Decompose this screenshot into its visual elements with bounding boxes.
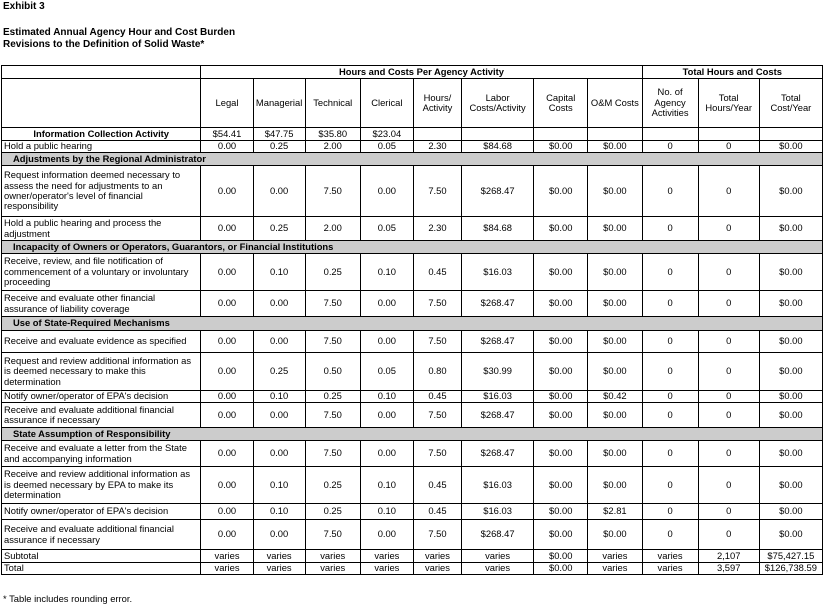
cell-legal: varies bbox=[201, 563, 253, 575]
col-header-total-hours: Total Hours/Year bbox=[698, 79, 759, 128]
activity-description: Receive, review, and file notification of commencement of a voluntary or involuntary proceeding bbox=[2, 254, 201, 291]
col-header-managerial: Managerial bbox=[253, 79, 305, 128]
rate-technical: $35.80 bbox=[305, 128, 360, 141]
cell-hours: 7.50 bbox=[413, 520, 461, 550]
cell-hours: varies bbox=[413, 563, 461, 575]
cell-total-hours: 0 bbox=[698, 166, 759, 217]
cell-clerical: 0.00 bbox=[360, 331, 413, 353]
cell-managerial: 0.00 bbox=[253, 166, 305, 217]
cell-om: $0.00 bbox=[588, 254, 642, 291]
cell-num: 0 bbox=[642, 504, 698, 520]
cell-hours: 7.50 bbox=[413, 331, 461, 353]
cell-hours: 7.50 bbox=[413, 291, 461, 317]
cell-hours: 0.45 bbox=[413, 254, 461, 291]
cell-capital: $0.00 bbox=[534, 166, 588, 217]
cell-clerical: 0.10 bbox=[360, 254, 413, 291]
activity-description: Receive and evaluate evidence as specified bbox=[2, 331, 201, 353]
cell-legal: 0.00 bbox=[201, 467, 253, 504]
cell-num: 0 bbox=[642, 141, 698, 153]
cell-labor: $268.47 bbox=[462, 520, 534, 550]
activity-description: Hold a public hearing and process the adjustment bbox=[2, 217, 201, 241]
cell-legal: 0.00 bbox=[201, 391, 253, 403]
cell-technical: 0.25 bbox=[305, 391, 360, 403]
cell-total-cost: $126,738.59 bbox=[759, 563, 822, 575]
cell-num: varies bbox=[642, 563, 698, 575]
cell-managerial: 0.25 bbox=[253, 141, 305, 153]
table-row bbox=[2, 353, 823, 391]
cell-hours: 2.30 bbox=[413, 217, 461, 241]
cell-legal: 0.00 bbox=[201, 353, 253, 391]
cell-clerical: 0.05 bbox=[360, 141, 413, 153]
cell-total-cost: $0.00 bbox=[759, 141, 822, 153]
activity-description: Request and review additional information as is deemed necessary to make this determination bbox=[2, 353, 201, 391]
activity-description: Request information deemed necessary to assess the need for adjustments to an owner/operator's level of financial responsibility bbox=[2, 166, 201, 217]
cell-legal: 0.00 bbox=[201, 441, 253, 467]
section-row bbox=[2, 241, 823, 254]
activity-description: Subtotal bbox=[2, 550, 201, 563]
cell-om: $0.00 bbox=[588, 166, 642, 217]
cell-om: $0.00 bbox=[588, 467, 642, 504]
cell-hours: 0.45 bbox=[413, 391, 461, 403]
cell-total-cost: $0.00 bbox=[759, 217, 822, 241]
activity-description: Notify owner/operator of EPA's decision bbox=[2, 391, 201, 403]
section-heading: Use of State-Required Mechanisms bbox=[2, 317, 823, 331]
cell-labor: $30.99 bbox=[462, 353, 534, 391]
cell-num: 0 bbox=[642, 467, 698, 504]
cell-total-hours: 0 bbox=[698, 403, 759, 428]
cell-hours: varies bbox=[413, 550, 461, 563]
cell-clerical: varies bbox=[360, 563, 413, 575]
cell-legal: 0.00 bbox=[201, 166, 253, 217]
cell-num: 0 bbox=[642, 217, 698, 241]
section-row bbox=[2, 153, 823, 166]
cell-managerial: 0.25 bbox=[253, 353, 305, 391]
table-row bbox=[2, 563, 823, 575]
cell-total-hours: 0 bbox=[698, 391, 759, 403]
cell-capital: $0.00 bbox=[534, 403, 588, 428]
table-row bbox=[2, 467, 823, 504]
cell-total-cost: $0.00 bbox=[759, 331, 822, 353]
cell-total-hours: 0 bbox=[698, 441, 759, 467]
cell-legal: 0.00 bbox=[201, 217, 253, 241]
cell-total-hours: 0 bbox=[698, 331, 759, 353]
activity-description: Receive and evaluate additional financial assurance if necessary bbox=[2, 520, 201, 550]
cell-om: $0.00 bbox=[588, 291, 642, 317]
section-heading: State Assumption of Responsibility bbox=[2, 428, 823, 441]
cell-managerial: 0.10 bbox=[253, 391, 305, 403]
table-row bbox=[2, 403, 823, 428]
cell-capital: $0.00 bbox=[534, 141, 588, 153]
cell-hours: 2.30 bbox=[413, 141, 461, 153]
cell-managerial: 0.10 bbox=[253, 467, 305, 504]
table-row bbox=[2, 331, 823, 353]
cell-total-hours: 0 bbox=[698, 467, 759, 504]
col-header-no-activities: No. of Agency Activities bbox=[642, 79, 698, 128]
cell-clerical: varies bbox=[360, 550, 413, 563]
col-header-legal: Legal bbox=[201, 79, 253, 128]
cell-technical: 2.00 bbox=[305, 217, 360, 241]
cell-capital: $0.00 bbox=[534, 254, 588, 291]
cell-total-cost: $0.00 bbox=[759, 291, 822, 317]
cell-clerical: 0.05 bbox=[360, 217, 413, 241]
cell-labor: $268.47 bbox=[462, 166, 534, 217]
activity-description: Total bbox=[2, 563, 201, 575]
cell-hours: 0.45 bbox=[413, 504, 461, 520]
cell-managerial: 0.00 bbox=[253, 441, 305, 467]
cell-clerical: 0.00 bbox=[360, 166, 413, 217]
cell-managerial: varies bbox=[253, 563, 305, 575]
table-row bbox=[2, 217, 823, 241]
cell-total-hours: 0 bbox=[698, 291, 759, 317]
cell-num: 0 bbox=[642, 331, 698, 353]
cell-hours: 7.50 bbox=[413, 166, 461, 217]
cell-total-hours: 3,597 bbox=[698, 563, 759, 575]
cell-num: 0 bbox=[642, 391, 698, 403]
table-row bbox=[2, 254, 823, 291]
cell-legal: 0.00 bbox=[201, 291, 253, 317]
cell-labor: $16.03 bbox=[462, 391, 534, 403]
cell-managerial: 0.00 bbox=[253, 331, 305, 353]
cell-total-hours: 0 bbox=[698, 141, 759, 153]
col-header-technical: Technical bbox=[305, 79, 360, 128]
cell-hours: 7.50 bbox=[413, 403, 461, 428]
cell-legal: 0.00 bbox=[201, 520, 253, 550]
cell-managerial: 0.00 bbox=[253, 403, 305, 428]
cell-capital: $0.00 bbox=[534, 504, 588, 520]
cell-managerial: 0.25 bbox=[253, 217, 305, 241]
table-row bbox=[2, 504, 823, 520]
cell-capital: $0.00 bbox=[534, 391, 588, 403]
column-header-row bbox=[2, 79, 823, 128]
cell-labor: $84.68 bbox=[462, 141, 534, 153]
cell-labor: $268.47 bbox=[462, 403, 534, 428]
cell-om: $0.00 bbox=[588, 141, 642, 153]
cell-clerical: 0.00 bbox=[360, 403, 413, 428]
cell-legal: 0.00 bbox=[201, 331, 253, 353]
cell-clerical: 0.00 bbox=[360, 441, 413, 467]
cell-legal: 0.00 bbox=[201, 254, 253, 291]
cell-om: $0.00 bbox=[588, 403, 642, 428]
cell-num: 0 bbox=[642, 291, 698, 317]
cell-om: $0.00 bbox=[588, 441, 642, 467]
cell-technical: 7.50 bbox=[305, 403, 360, 428]
cell-legal: varies bbox=[201, 550, 253, 563]
exhibit-label: Exhibit 3 bbox=[3, 1, 45, 12]
table-row bbox=[2, 550, 823, 563]
cell-technical: varies bbox=[305, 550, 360, 563]
cell-managerial: 0.00 bbox=[253, 520, 305, 550]
cell-num: 0 bbox=[642, 403, 698, 428]
cell-total-cost: $75,427.15 bbox=[759, 550, 822, 563]
cell-capital: $0.00 bbox=[534, 550, 588, 563]
table-row bbox=[2, 291, 823, 317]
cell-clerical: 0.00 bbox=[360, 520, 413, 550]
cell-total-cost: $0.00 bbox=[759, 254, 822, 291]
rate-clerical: $23.04 bbox=[360, 128, 413, 141]
cell-clerical: 0.00 bbox=[360, 291, 413, 317]
cell-technical: 0.25 bbox=[305, 467, 360, 504]
cell-technical: 0.50 bbox=[305, 353, 360, 391]
cell-total-cost: $0.00 bbox=[759, 504, 822, 520]
cell-labor: varies bbox=[462, 550, 534, 563]
activity-description: Receive and evaluate a letter from the State and accompanying information bbox=[2, 441, 201, 467]
cell-legal: 0.00 bbox=[201, 141, 253, 153]
activity-description: Notify owner/operator of EPA's decision bbox=[2, 504, 201, 520]
cell-hours: 0.45 bbox=[413, 467, 461, 504]
cell-om: $0.00 bbox=[588, 331, 642, 353]
group-header-totals: Total Hours and Costs bbox=[642, 66, 823, 79]
cell-om: $0.00 bbox=[588, 353, 642, 391]
cell-total-cost: $0.00 bbox=[759, 441, 822, 467]
cell-total-cost: $0.00 bbox=[759, 391, 822, 403]
cell-labor: varies bbox=[462, 563, 534, 575]
cell-technical: varies bbox=[305, 563, 360, 575]
cell-technical: 0.25 bbox=[305, 504, 360, 520]
cell-labor: $268.47 bbox=[462, 331, 534, 353]
cell-om: varies bbox=[588, 563, 642, 575]
cell-clerical: 0.10 bbox=[360, 504, 413, 520]
cell-total-hours: 0 bbox=[698, 353, 759, 391]
cell-clerical: 0.05 bbox=[360, 353, 413, 391]
cell-legal: 0.00 bbox=[201, 403, 253, 428]
cell-labor: $268.47 bbox=[462, 291, 534, 317]
cell-total-cost: $0.00 bbox=[759, 353, 822, 391]
table-row bbox=[2, 141, 823, 153]
cell-num: 0 bbox=[642, 166, 698, 217]
cell-capital: $0.00 bbox=[534, 331, 588, 353]
activity-description: Receive and evaluate other financial assurance of liability coverage bbox=[2, 291, 201, 317]
rate-managerial: $47.75 bbox=[253, 128, 305, 141]
cell-technical: 7.50 bbox=[305, 291, 360, 317]
document-subtitle: Revisions to the Definition of Solid Waste* bbox=[3, 39, 205, 50]
cell-om: $2.81 bbox=[588, 504, 642, 520]
cell-total-hours: 0 bbox=[698, 504, 759, 520]
col-header-om-costs: O&M Costs bbox=[588, 79, 642, 128]
cell-labor: $16.03 bbox=[462, 467, 534, 504]
cell-capital: $0.00 bbox=[534, 291, 588, 317]
cell-labor: $16.03 bbox=[462, 254, 534, 291]
cell-total-cost: $0.00 bbox=[759, 520, 822, 550]
cell-clerical: 0.10 bbox=[360, 391, 413, 403]
rate-legal: $54.41 bbox=[201, 128, 253, 141]
cell-labor: $84.68 bbox=[462, 217, 534, 241]
activity-description: Hold a public hearing bbox=[2, 141, 201, 153]
cell-num: 0 bbox=[642, 441, 698, 467]
activity-description: Receive and review additional information as is deemed necessary by EPA to make its determination bbox=[2, 467, 201, 504]
group-header-row bbox=[2, 66, 823, 79]
activity-description: Receive and evaluate additional financial assurance if necessary bbox=[2, 403, 201, 428]
cell-total-cost: $0.00 bbox=[759, 166, 822, 217]
cell-capital: $0.00 bbox=[534, 353, 588, 391]
cell-total-hours: 0 bbox=[698, 254, 759, 291]
cell-om: varies bbox=[588, 550, 642, 563]
cell-capital: $0.00 bbox=[534, 441, 588, 467]
table-row bbox=[2, 166, 823, 217]
cell-technical: 7.50 bbox=[305, 166, 360, 217]
cell-managerial: 0.10 bbox=[253, 504, 305, 520]
cell-num: 0 bbox=[642, 520, 698, 550]
cell-total-cost: $0.00 bbox=[759, 403, 822, 428]
cell-total-hours: 2,107 bbox=[698, 550, 759, 563]
cell-om: $0.42 bbox=[588, 391, 642, 403]
table-row bbox=[2, 391, 823, 403]
cell-capital: $0.00 bbox=[534, 563, 588, 575]
cell-legal: 0.00 bbox=[201, 504, 253, 520]
group-header-per-activity: Hours and Costs Per Agency Activity bbox=[201, 66, 642, 79]
cell-technical: 7.50 bbox=[305, 441, 360, 467]
cell-hours: 7.50 bbox=[413, 441, 461, 467]
cell-clerical: 0.10 bbox=[360, 467, 413, 504]
section-row bbox=[2, 428, 823, 441]
document-title: Estimated Annual Agency Hour and Cost Burden bbox=[3, 27, 236, 38]
cell-num: varies bbox=[642, 550, 698, 563]
col-header-total-cost: Total Cost/Year bbox=[759, 79, 822, 128]
col-header-clerical: Clerical bbox=[360, 79, 413, 128]
burden-table bbox=[1, 65, 823, 575]
cell-labor: $268.47 bbox=[462, 441, 534, 467]
info-collection-activity-label: Information Collection Activity bbox=[2, 128, 201, 141]
cell-om: $0.00 bbox=[588, 217, 642, 241]
cell-labor: $16.03 bbox=[462, 504, 534, 520]
cell-capital: $0.00 bbox=[534, 217, 588, 241]
section-row bbox=[2, 317, 823, 331]
cell-hours: 0.80 bbox=[413, 353, 461, 391]
cell-managerial: 0.00 bbox=[253, 291, 305, 317]
table-row bbox=[2, 441, 823, 467]
cell-total-cost: $0.00 bbox=[759, 467, 822, 504]
cell-total-hours: 0 bbox=[698, 520, 759, 550]
col-header-hours-activity: Hours/ Activity bbox=[413, 79, 461, 128]
cell-num: 0 bbox=[642, 254, 698, 291]
cell-technical: 7.50 bbox=[305, 520, 360, 550]
cell-technical: 2.00 bbox=[305, 141, 360, 153]
cell-num: 0 bbox=[642, 353, 698, 391]
section-heading: Incapacity of Owners or Operators, Guarantors, or Financial Institutions bbox=[2, 241, 823, 254]
cell-capital: $0.00 bbox=[534, 520, 588, 550]
rates-row bbox=[2, 128, 823, 141]
col-header-labor-costs: Labor Costs/Activity bbox=[462, 79, 534, 128]
cell-technical: 7.50 bbox=[305, 331, 360, 353]
cell-om: $0.00 bbox=[588, 520, 642, 550]
cell-technical: 0.25 bbox=[305, 254, 360, 291]
col-header-capital-costs: Capital Costs bbox=[534, 79, 588, 128]
table-row bbox=[2, 520, 823, 550]
cell-total-hours: 0 bbox=[698, 217, 759, 241]
cell-managerial: 0.10 bbox=[253, 254, 305, 291]
cell-managerial: varies bbox=[253, 550, 305, 563]
section-heading: Adjustments by the Regional Administrator bbox=[2, 153, 823, 166]
footnote: * Table includes rounding error. bbox=[3, 593, 133, 604]
cell-capital: $0.00 bbox=[534, 467, 588, 504]
